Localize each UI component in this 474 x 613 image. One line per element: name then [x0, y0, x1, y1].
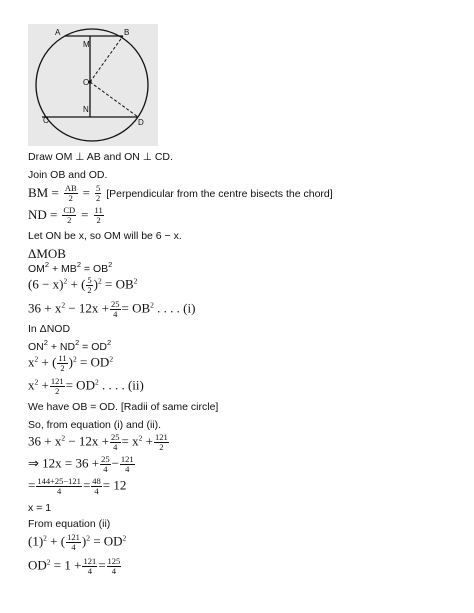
- eq-solve-12x: ⇒ 12x = 36 + $\frac{25}{4}$ − $\frac{121}{4}$: [28, 454, 134, 474]
- label-m: M: [83, 40, 90, 49]
- result-x: x = 1: [28, 502, 52, 514]
- circle: [36, 29, 148, 141]
- eq-od-result: $OD^2 = 1$ + $\frac{121}{4}$ = $\frac{125}{4}$: [28, 556, 121, 576]
- step-from-equations: So, from equation (i) and (ii).: [28, 419, 162, 431]
- eq-od-substitution: $(1)^2$ + ( $\frac{121}{4}$ )$^2 = OD^2$: [28, 532, 127, 552]
- eq-nd: ND = $\frac{CD}{2}$ = $\frac{11}{2}$: [28, 205, 103, 225]
- fraction: $\frac{121}{4}$: [83, 556, 97, 576]
- fraction: $\frac{144+25-121}{4}$: [37, 476, 81, 496]
- eq-pythagoras-nod: $ON^2 + ND^2 = OD^2$: [28, 338, 112, 353]
- fraction: $\frac{121}{4}$: [120, 454, 134, 474]
- label-b: B: [124, 28, 130, 37]
- eq-bm: BM = $\frac{AB}{2}$ = $\frac{5}{2}$ [Perpendicular from the centre bisects the chord]: [28, 183, 333, 203]
- label-d: D: [138, 118, 144, 127]
- reason-note: [Perpendicular from the centre bisects the chord]: [106, 188, 333, 201]
- fraction: $\frac{121}{2}$: [154, 432, 168, 452]
- radius-ob: [90, 36, 123, 82]
- fraction: $\frac{CD}{2}$: [63, 205, 76, 225]
- triangle-nod: In ΔNOD: [28, 323, 71, 335]
- fraction: $\frac{AB}{2}$: [64, 183, 77, 203]
- triangle-mob: ΔMOB: [28, 246, 66, 261]
- fraction: $\frac{5}{2}$: [95, 183, 101, 203]
- fraction: $\frac{125}{4}$: [107, 556, 121, 576]
- label-a: A: [55, 28, 61, 37]
- fraction: $\frac{25}{4}$: [111, 432, 120, 452]
- eq-ii: $x^2$ + $\frac{121}{2}$ = $OD^2$ . . . . (ii): [28, 376, 144, 396]
- eq-substitution-mob: $(6 - x)^2$ + ( $\frac{5}{2}$ )$^2 = OB^2$: [28, 275, 138, 295]
- fraction: $\frac{25}{4}$: [101, 454, 110, 474]
- fraction: $\frac{25}{4}$: [111, 299, 120, 319]
- eq-combined: $36 + x^2 - 12x$ + $\frac{25}{4}$ = $x^2$ + $\frac{121}{2}$: [28, 432, 168, 452]
- step-from-eq-ii: From equation (ii): [28, 518, 111, 530]
- eq-pythagoras-mob: $OM^2 + MB^2 = OB^2$: [28, 260, 113, 275]
- step-join-radii: Join OB and OD.: [28, 169, 108, 181]
- label-c: C: [43, 116, 49, 125]
- fraction: $\frac{121}{2}$: [50, 376, 64, 396]
- eq-substitution-nod: $x^2$ + ( $\frac{11}{2}$ )$^2 = OD^2$: [28, 353, 114, 373]
- label-n: N: [83, 105, 89, 114]
- fraction: $\frac{5}{2}$: [87, 275, 92, 295]
- label-o: O: [83, 78, 90, 87]
- fraction: $\frac{11}{2}$: [58, 353, 67, 373]
- radius-od: [90, 82, 138, 117]
- eq-simplify: = $\frac{144+25-121}{4}$ = $\frac{48}{4}$ = 12: [28, 476, 127, 496]
- step-let-on: Let ON be x, so OM will be 6 − x.: [28, 230, 182, 242]
- fraction: $\frac{121}{4}$: [67, 532, 80, 552]
- step-radii-equal: We have OB = OD. [Radii of same circle]: [28, 401, 219, 413]
- figure-diagram: [28, 24, 158, 146]
- step-draw-perpendiculars: Draw OM ⊥ AB and ON ⊥ CD.: [28, 151, 173, 163]
- fraction: $\frac{48}{4}$: [92, 476, 101, 496]
- fraction: $\frac{11}{2}$: [94, 205, 103, 225]
- eq-i: $36 + x^2 - 12x$ + $\frac{25}{4}$ = $OB^2$ . . . . (i): [28, 299, 196, 319]
- circle-chord-figure: [28, 24, 158, 146]
